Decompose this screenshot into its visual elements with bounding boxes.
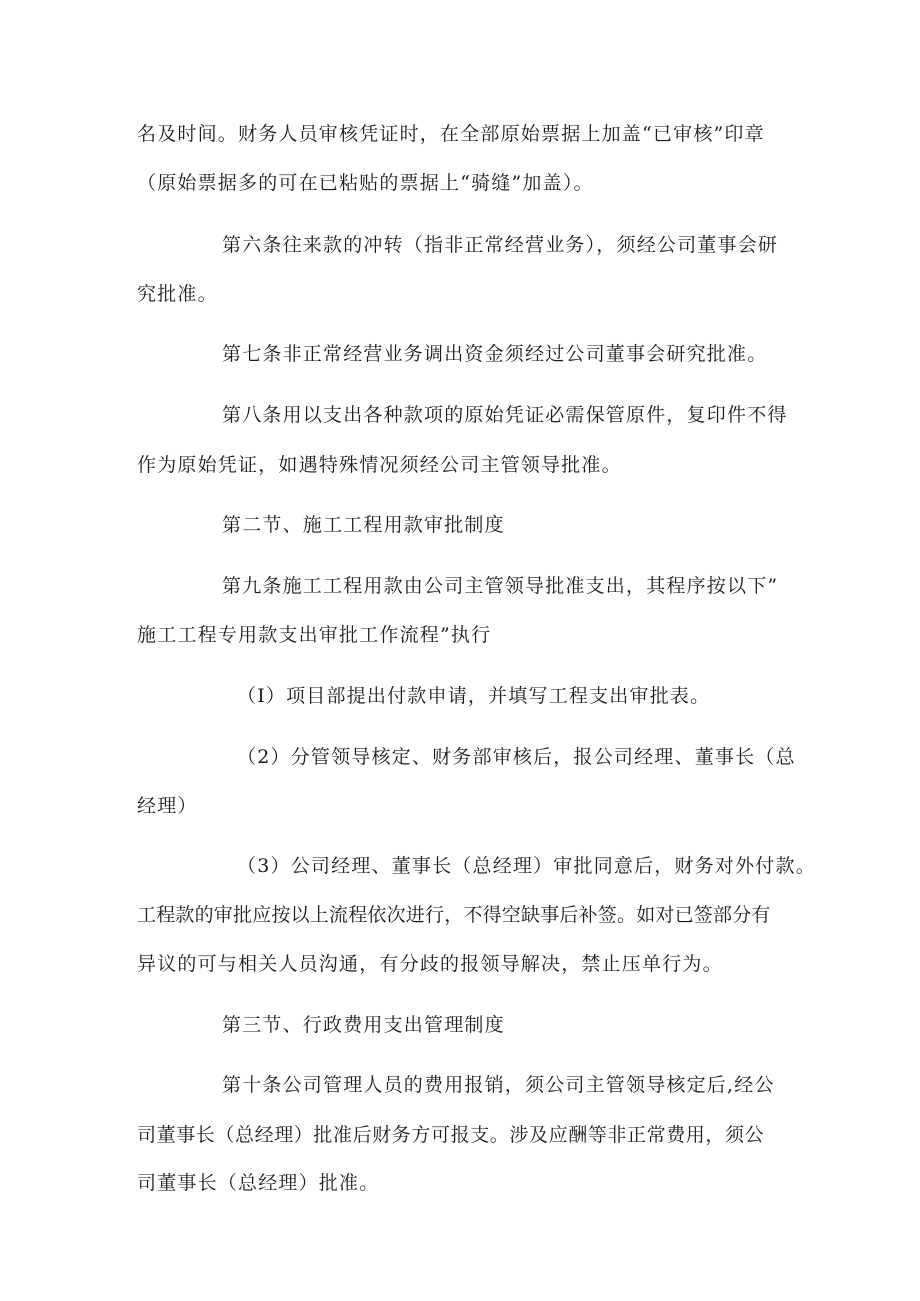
text-line: 第十条公司管理人员的费用报销，须公司主管领导核定后,经公 bbox=[222, 1074, 775, 1096]
text-line: （I）项目部提出付款申请，并填写工程支出审批表。 bbox=[237, 685, 711, 707]
text-line: 第六条往来款的冲转（指非正常经营业务），须经公司董事会研 bbox=[222, 234, 779, 256]
text-line: 第七条非正常经营业务调出资金须经过公司董事会研究批准。 bbox=[222, 343, 768, 365]
text-line: 经理） bbox=[137, 795, 198, 817]
text-line: 究批准。 bbox=[137, 283, 218, 305]
text-line: 施工工程专用款支出审批工作流程”执行 bbox=[137, 624, 492, 646]
section-heading: 第二节、施工工程用款审批制度 bbox=[222, 514, 505, 536]
text-line: 司董事长（总经理）批准。 bbox=[137, 1172, 380, 1194]
text-line: 司董事长（总经理）批准后财务方可报支。涉及应酬等非正常费用，须公 bbox=[137, 1124, 765, 1146]
text-line: （3）公司经理、董事长（总经理）审批同意后，财务对外付款。 bbox=[237, 855, 816, 877]
text-line: 工程款的审批应按以上流程依次进行，不得空缺事后补签。如对已签部分有 bbox=[137, 904, 771, 926]
text-line: 名及时间。财务人员审核凭证时，在全部原始票据上加盖“已审核”印章 bbox=[137, 123, 765, 145]
text-line: 第八条用以支出各种款项的原始凭证必需保管原件，复印件不得 bbox=[222, 404, 788, 426]
text-line: 作为原始凭证，如遇特殊情况须经公司主管领导批准。 bbox=[137, 454, 622, 476]
text-line: 第九条施工工程用款由公司主管领导批准支出，其程序按以下” bbox=[222, 575, 779, 597]
text-line: （原始票据多的可在已粘贴的票据上“骑缝”加盖）。 bbox=[137, 172, 594, 194]
section-heading: 第三节、行政费用支出管理制度 bbox=[222, 1014, 505, 1036]
text-line: （2）分管领导核定、财务部审核后，报公司经理、董事长（总 bbox=[237, 746, 796, 768]
text-line: 异议的可与相关人员沟通，有分歧的报领导解决，禁止压单行为。 bbox=[137, 953, 723, 975]
